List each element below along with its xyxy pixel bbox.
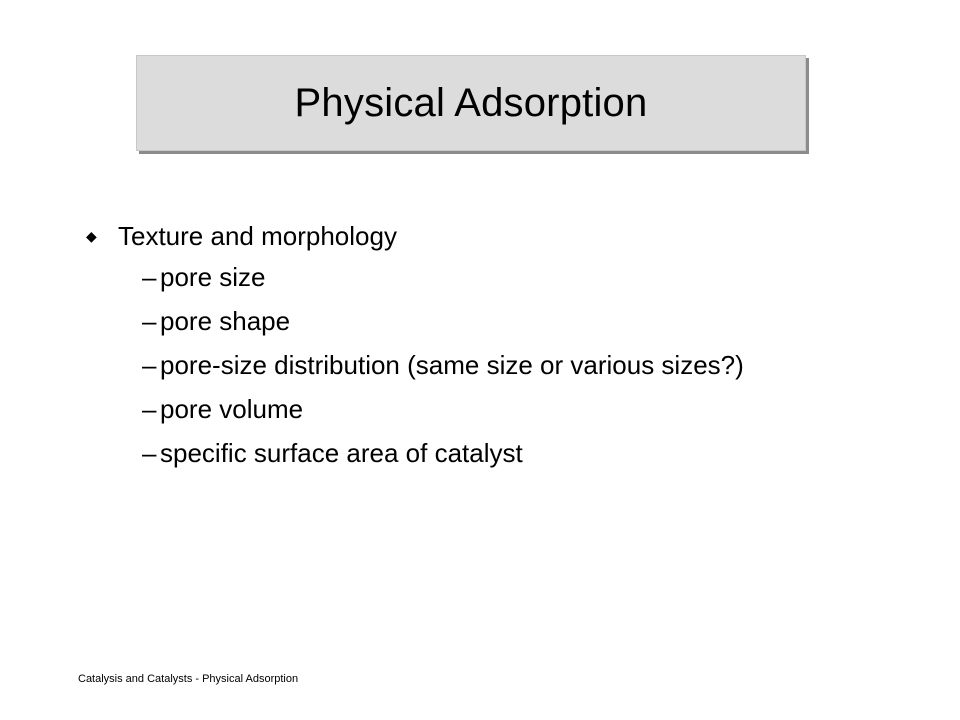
sub-item-text: pore shape: [160, 306, 291, 336]
slide-footer: Catalysis and Catalysts - Physical Adsorption: [78, 673, 299, 685]
slide-title: Physical Adsorption: [294, 80, 648, 125]
sub-item: [142, 350, 840, 380]
sub-item: [142, 306, 840, 336]
dash-marker: –: [142, 438, 157, 468]
slide-body: [80, 214, 840, 482]
sub-item-text: pore-size distribution (same size or various sizes?): [160, 350, 744, 380]
sub-item-text: specific surface area of catalyst: [160, 438, 523, 468]
diamond-bullet-icon: ◆: [86, 228, 97, 244]
bullet-item: [80, 214, 840, 262]
sub-list: [142, 262, 840, 468]
sub-item: [142, 262, 840, 292]
sub-item: [142, 394, 840, 424]
bullet-text: Texture and morphology: [118, 221, 397, 251]
dash-marker: –: [142, 262, 157, 292]
sub-item-text: pore size: [160, 262, 266, 292]
dash-marker: –: [142, 394, 157, 424]
dash-marker: –: [142, 306, 157, 336]
slide-title-box: [136, 55, 806, 151]
dash-marker: –: [142, 350, 157, 380]
sub-item: [142, 438, 840, 468]
sub-item-text: pore volume: [160, 394, 304, 424]
